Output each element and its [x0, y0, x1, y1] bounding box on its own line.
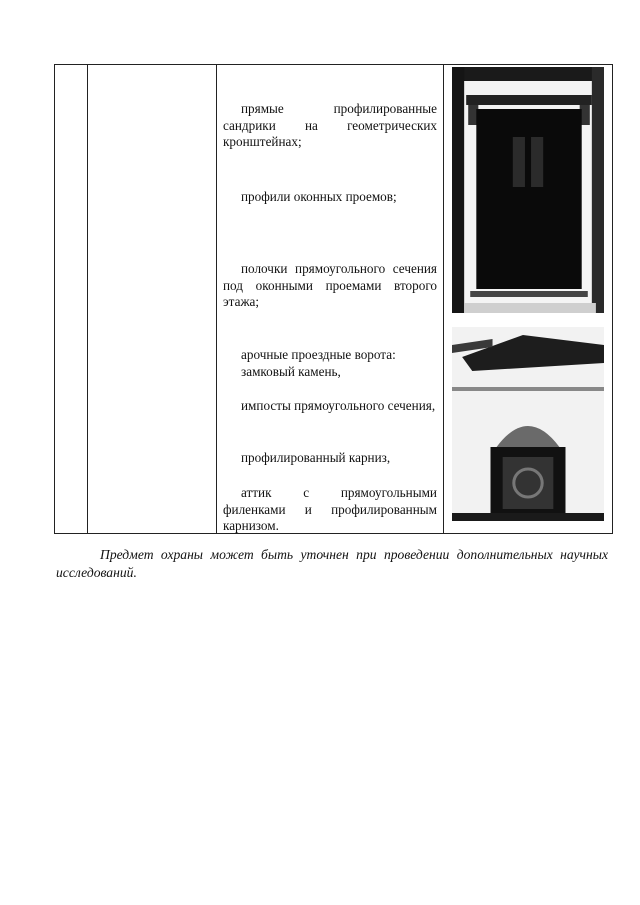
protection-subject-table [54, 64, 613, 534]
list-item: импосты прямоугольного сечения, [241, 398, 436, 413]
list-item: арочные проездные ворота: [241, 347, 396, 362]
list-item: прямые профилированные сандрики на геометрических кронштейнах; [223, 101, 437, 150]
list-item: профилированный карниз, [241, 450, 391, 465]
note-text: Предмет охраны может быть уточнен при проведении дополнительных научных исследований. [56, 547, 608, 580]
number-cell [55, 65, 88, 534]
list-item: профили оконных проемов; [241, 189, 397, 204]
description-cell [217, 65, 444, 534]
list-item: полочки прямоугольного сечения под оконными проемами второго этажа; [223, 261, 437, 310]
list-item: замковый камень, [241, 364, 341, 379]
list-item: аттик с прямоугольными филенками и профилированным карнизом. [223, 485, 437, 534]
window-photo [452, 67, 604, 313]
name-cell [88, 65, 217, 534]
gate-photo [452, 327, 604, 521]
photo-cell [444, 65, 613, 534]
